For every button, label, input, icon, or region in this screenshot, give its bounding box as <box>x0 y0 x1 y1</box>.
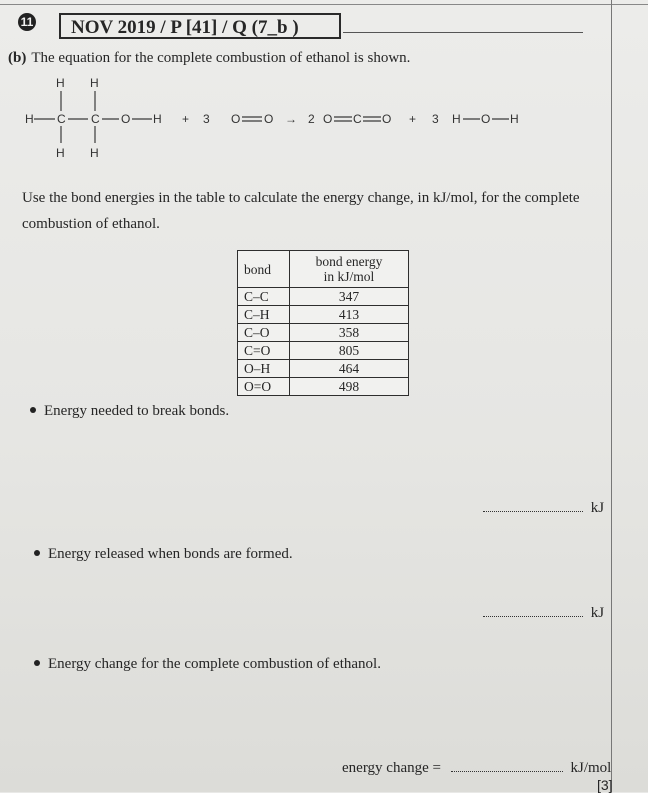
eq-arrow: → <box>285 112 297 126</box>
table-row <box>238 342 409 360</box>
instruction-text: Use the bond energies in the table to calculate the energy change, in kJ/mol, for the complete combustion of ethanol. <box>22 190 580 232</box>
bullet-text: Energy released when bonds are formed. <box>48 546 293 562</box>
answer-energy-change <box>342 760 611 777</box>
answer-line-break[interactable] <box>483 511 583 512</box>
bullet-form-bonds <box>34 546 293 563</box>
eq-c-2: C <box>91 112 100 126</box>
table-header-energy-line1: bond energy <box>315 254 383 269</box>
table-row <box>238 306 409 324</box>
eq-o-1: O <box>231 112 241 126</box>
eq-o-ethanol: O <box>121 112 131 126</box>
eq-h-w2: H <box>510 112 519 126</box>
bond-cell: O=O <box>238 378 290 396</box>
table-header-energy-line2: in kJ/mol <box>323 269 375 284</box>
eq-o-4: O <box>382 112 392 126</box>
bond-energy-table <box>237 250 409 396</box>
energy-cell: 498 <box>290 378 409 396</box>
top-rule <box>0 4 648 5</box>
eq-h-right: H <box>153 112 162 126</box>
bond-cell: C–H <box>238 306 290 324</box>
eq-plus-2: + <box>409 112 417 126</box>
eq-h-bottom-2: H <box>90 146 99 160</box>
table-row <box>238 360 409 378</box>
energy-cell: 358 <box>290 324 409 342</box>
part-b-prompt <box>8 50 410 67</box>
eq-coef-co2: 2 <box>308 112 315 126</box>
header-rule <box>343 32 583 33</box>
bond-cell: O–H <box>238 360 290 378</box>
bullet-dot-icon <box>34 660 40 666</box>
bullet-energy-change <box>34 656 381 673</box>
bond-cell: C=O <box>238 342 290 360</box>
energy-cell: 464 <box>290 360 409 378</box>
eq-c-1: C <box>57 112 66 126</box>
answer-break-bonds <box>483 500 604 517</box>
unit-label: kJ/mol <box>570 760 612 776</box>
marks-label: [3] <box>597 777 613 793</box>
margin-rule <box>611 0 612 792</box>
unit-label: kJ <box>590 500 605 516</box>
eq-plus-1: + <box>182 112 190 126</box>
question-number-badge: 11 <box>18 13 36 31</box>
part-label: (b) <box>8 50 27 66</box>
part-text: The equation for the complete combustion of ethanol is shown. <box>31 50 411 66</box>
eq-h-top-1: H <box>56 76 65 90</box>
eq-h-top-2: H <box>90 76 99 90</box>
combustion-equation <box>20 75 560 165</box>
bullet-break-bonds <box>30 403 229 420</box>
table-header-bond: bond <box>238 251 290 288</box>
eq-o-w: O <box>481 112 491 126</box>
bullet-dot-icon <box>30 407 36 413</box>
question-reference-title: NOV 2019 / P [41] / Q (7_b ) <box>59 13 341 39</box>
unit-label: kJ <box>590 605 605 621</box>
eq-o-2: O <box>264 112 274 126</box>
energy-change-label: energy change = <box>342 760 441 776</box>
bullet-text: Energy change for the complete combustion of ethanol. <box>48 656 381 672</box>
table-row <box>238 288 409 306</box>
table-header-energy <box>290 251 409 288</box>
eq-o-3: O <box>323 112 333 126</box>
eq-h-w1: H <box>452 112 461 126</box>
bullet-text: Energy needed to break bonds. <box>44 403 230 419</box>
energy-cell: 805 <box>290 342 409 360</box>
bullet-dot-icon <box>34 550 40 556</box>
table-row <box>238 324 409 342</box>
table-row <box>238 378 409 396</box>
answer-form-bonds <box>483 605 604 622</box>
answer-line-total[interactable] <box>451 771 563 772</box>
bond-cell: C–C <box>238 288 290 306</box>
eq-coef-water: 3 <box>432 112 439 126</box>
eq-coef-oxygen: 3 <box>203 112 210 126</box>
answer-line-form[interactable] <box>483 616 583 617</box>
equation-diagram <box>20 75 560 165</box>
energy-cell: 347 <box>290 288 409 306</box>
eq-h-bottom-1: H <box>56 146 65 160</box>
bond-cell: C–O <box>238 324 290 342</box>
eq-h-left: H <box>25 112 34 126</box>
eq-c-3: C <box>353 112 362 126</box>
energy-cell: 413 <box>290 306 409 324</box>
